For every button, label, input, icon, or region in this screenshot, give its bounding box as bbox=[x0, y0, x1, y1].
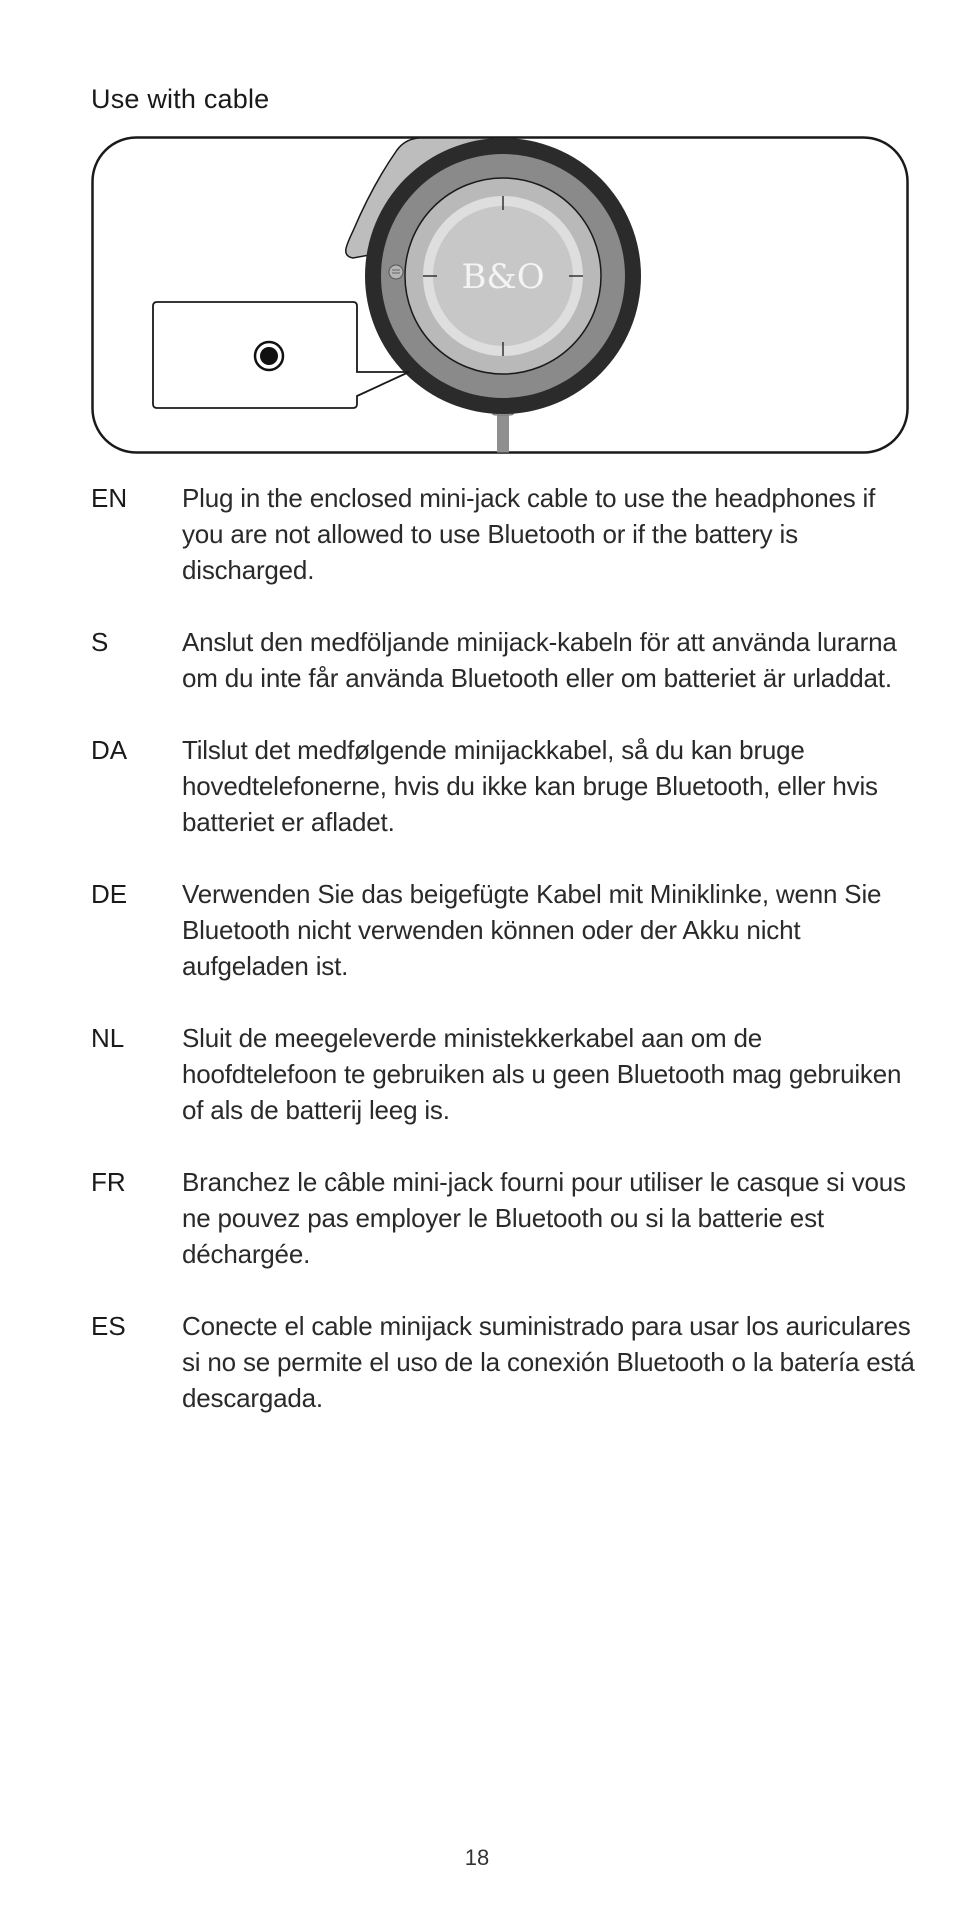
brand-logo: B&O bbox=[461, 257, 545, 297]
instruction-en bbox=[91, 480, 921, 588]
instruction-text: Plug in the enclosed mini-jack cable to use the headphones if you are not allowed to use Bluetooth or if the battery is discharged. bbox=[182, 483, 876, 585]
language-code: EN bbox=[91, 483, 128, 513]
instruction-da bbox=[91, 732, 921, 840]
instruction-text: Branchez le câble mini-jack fourni pour utiliser le casque si vous ne pouvez pas employer le Bluetooth ou si la batterie est déchargée. bbox=[182, 1167, 906, 1269]
headphone-cable-illustration bbox=[91, 136, 909, 454]
language-code: FR bbox=[91, 1167, 126, 1197]
language-code: S bbox=[91, 627, 109, 657]
page-number: 18 bbox=[464, 1845, 490, 1870]
language-code: DA bbox=[91, 735, 128, 765]
instruction-nl bbox=[91, 1020, 921, 1128]
instruction-text: Conecte el cable minijack suministrado para usar los auriculares si no se permite el uso de la conexión Bluetooth o la batería está descargada. bbox=[182, 1311, 915, 1413]
instruction-text: Verwenden Sie das beigefügte Kabel mit Miniklinke, wenn Sie Bluetooth nicht verwenden können oder der Akku nicht aufgeladen ist. bbox=[182, 879, 882, 981]
headphone-earcup-diagram bbox=[91, 136, 909, 454]
language-code: NL bbox=[91, 1023, 125, 1053]
instruction-text: Tilslut det medfølgende minijackkabel, så du kan bruge hovedtelefonerne, hvis du ikke kan bruge Bluetooth, eller hvis batteriet er afladet. bbox=[182, 735, 878, 837]
side-button-icon bbox=[389, 265, 403, 279]
instruction-de bbox=[91, 876, 921, 984]
page-title: Use with cable bbox=[91, 84, 270, 114]
language-code: DE bbox=[91, 879, 128, 909]
instruction-text: Anslut den medföljande minijack-kabeln för att använda lurarna om du inte får använda Bluetooth eller om batteriet är urladdat. bbox=[182, 627, 897, 693]
instruction-text: Sluit de meegeleverde ministekkerkabel aan om de hoofdtelefoon te gebruiken als u geen Bluetooth mag gebruiken of als de batterij leeg is. bbox=[182, 1023, 902, 1125]
instruction-s bbox=[91, 624, 921, 696]
language-code: ES bbox=[91, 1311, 126, 1341]
instruction-es bbox=[91, 1308, 921, 1416]
instructions-list bbox=[91, 480, 921, 1452]
instruction-fr bbox=[91, 1164, 921, 1272]
